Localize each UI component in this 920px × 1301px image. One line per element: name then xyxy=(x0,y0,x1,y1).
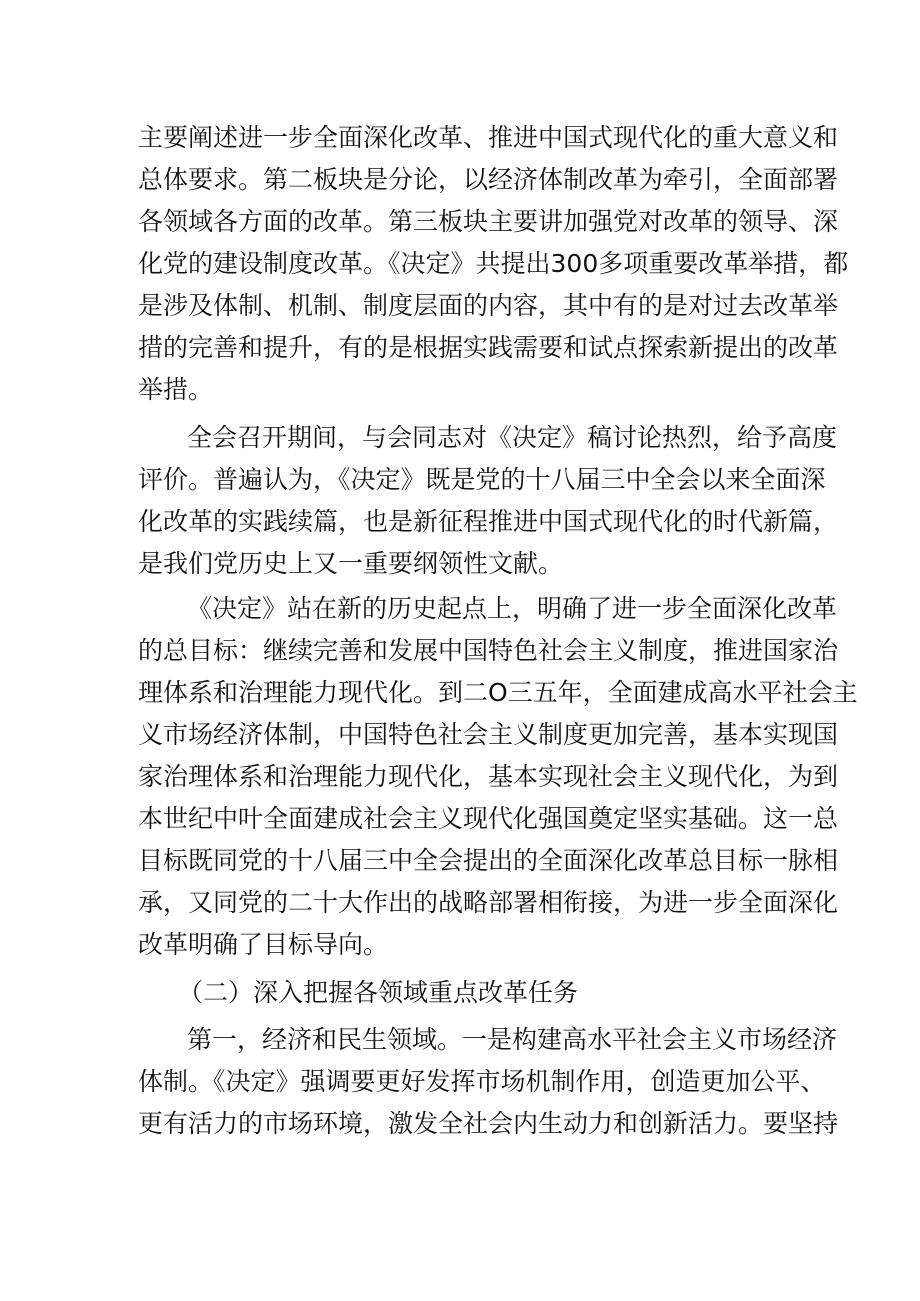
text-line: 体制。《决定》强调要更好发挥市场机制作用，创造更加公平、 xyxy=(138,1067,826,1096)
text-line: 化改革的实践续篇，也是新征程推进中国式现代化的时代新篇， xyxy=(138,507,839,536)
text-line: 主要阐述进一步全面深化改革、推进中国式现代化的重大意义和 xyxy=(138,123,839,152)
text-line: 改革明确了目标导向。 xyxy=(138,930,389,959)
text-line: 第一，经济和民生领域。一是构建高水平社会主义市场经济 xyxy=(187,1025,838,1054)
section-heading: （二）深入把握各领域重点改革任务 xyxy=(178,978,579,1007)
text-line: 理体系和治理能力现代化。到二O三五年，全面建成高水平社会主 xyxy=(138,678,858,707)
text-line: 举措。 xyxy=(138,375,214,404)
text-line: 的总目标：继续完善和发展中国特色社会主义制度，推进国家治 xyxy=(138,636,839,665)
text-line: 承，又同党的二十大作出的战略部署相衔接，为进一步全面深化 xyxy=(138,888,839,917)
text-line: 义市场经济体制，中国特色社会主义制度更加完善，基本实现国 xyxy=(138,720,839,749)
text-line: 全会召开期间，与会同志对《决定》稿讨论热烈，给予高度 xyxy=(187,423,838,452)
text-line: 目标既同党的十八届三中全会提出的全面深化改革总目标一脉相 xyxy=(138,846,839,875)
text-line: 是涉及体制、机制、制度层面的内容，其中有的是对过去改革举 xyxy=(138,291,839,320)
text-line: 家治理体系和治理能力现代化，基本实现社会主义现代化，为到 xyxy=(138,762,839,791)
text-line: 各领域各方面的改革。第三板块主要讲加强党对改革的领导、深 xyxy=(138,207,839,236)
text-line: 更有活力的市场环境，激发全社会内生动力和创新活力。要坚持 xyxy=(138,1109,839,1138)
text-line: 本世纪中叶全面建成社会主义现代化强国奠定坚实基础。这一总 xyxy=(138,804,839,833)
text-line: 是我们党历史上又一重要纲领性文献。 xyxy=(138,549,564,578)
text-line: 《决定》站在新的历史起点上，明确了进一步全面深化改革 xyxy=(187,594,838,623)
text-line: 评价。普遍认为，《决定》既是党的十八届三中全会以来全面深 xyxy=(138,465,826,494)
text-line: 总体要求。第二板块是分论，以经济体制改革为牵引，全面部署 xyxy=(138,165,839,194)
text-line: 措的完善和提升，有的是根据实践需要和试点探索新提出的改革 xyxy=(138,333,839,362)
text-line: 化党的建设制度改革。《决定》共提出300多项重要改革举措，都 xyxy=(138,249,849,278)
